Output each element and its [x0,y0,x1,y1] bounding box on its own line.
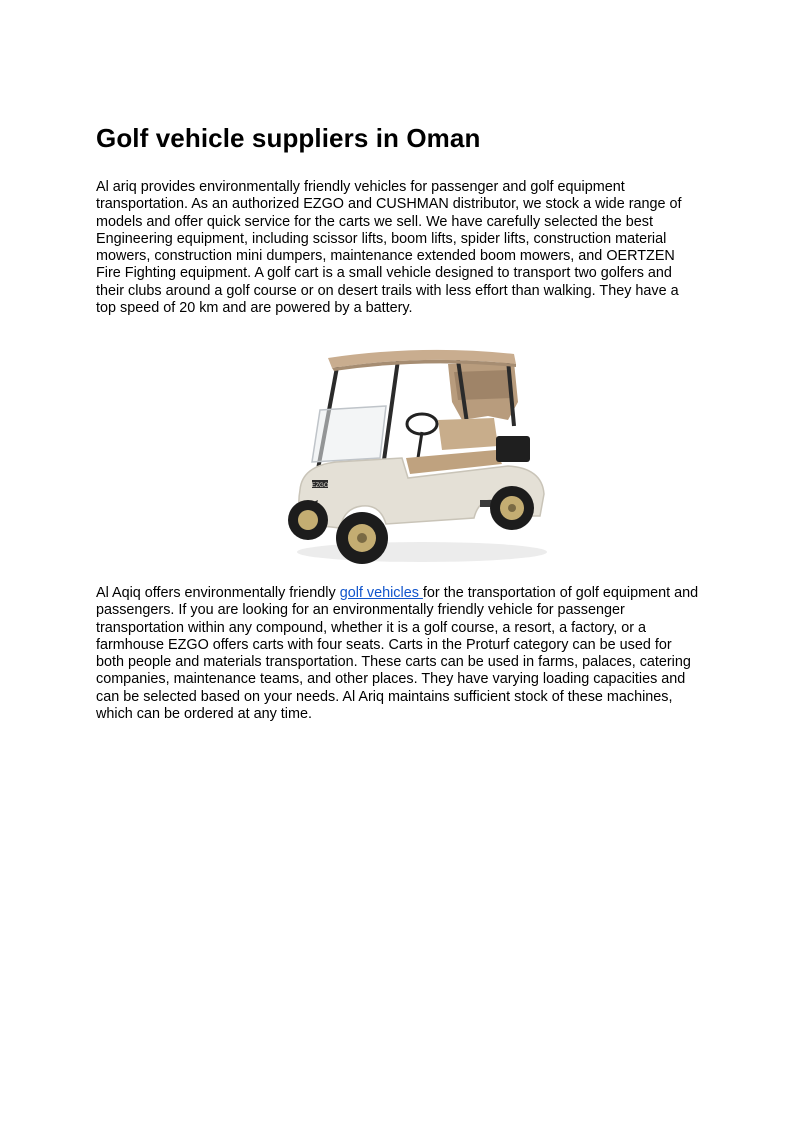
golf-cart-image [282,340,552,574]
page-title: Golf vehicle suppliers in Oman [96,123,481,153]
details-text-end: for the transportation of golf equipment and passengers. If you are looking for an environmentally friendly vehicle for passenger transportation within any compound, whether it is a golf course, a resort, a factory, or a farmhouse EZGO offers carts with four seats. Carts in the Proturf category can be used for both people and materials transportation. These carts can be used in farms, palaces, catering companies, maintenance teams, and other places. They have varying loading capacities and can be selected based on your needs. Al Ariq maintains sufficient stock of these machines, which can be ordered at any time. [96,585,699,723]
golf-vehicles-link[interactable]: golf vehicles [339,585,423,601]
details-paragraph [96,585,700,723]
front-wheel [336,512,388,564]
front-left-wheel [288,500,328,540]
ezgo-badge: EZGO [311,483,329,489]
rear-wheel [490,486,534,530]
details-text-start: Al Aqiq offers environmentally friendly [96,585,340,601]
intro-paragraph: Al ariq provides environmentally friendly vehicles for passenger and golf equipment transportation. As an authorized EZGO and CUSHMAN distributor, we stock a wide range of models and offer quick service for the carts we sell. We have carefully selected the best Engineering equipment, including scissor lifts, boom lifts, spider lifts, construction material mowers, construction mini dumpers, maintenance extended boom mowers, and OERTZEN Fire Fighting equipment. A golf cart is a small vehicle designed to transport two golfers and their clubs around a golf course or on desert trails with less effort than walking. They have a top speed of 20 km and are powered by a battery. [96,179,682,317]
